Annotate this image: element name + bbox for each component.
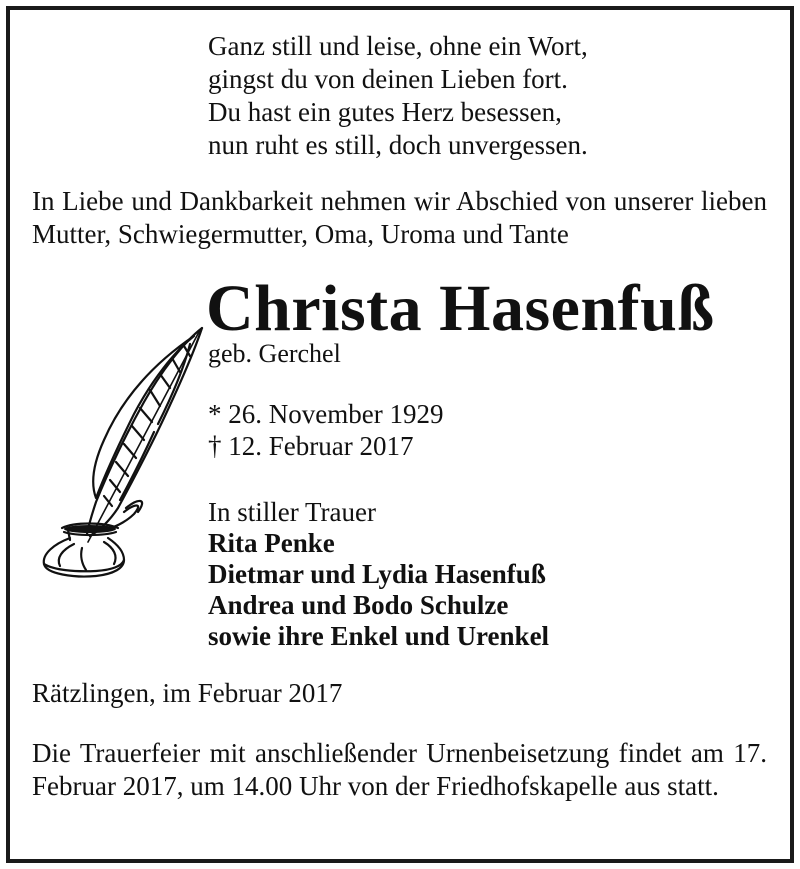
maiden-name: geb. Gerchel (208, 339, 341, 368)
mourner-name: Rita Penke (208, 528, 335, 558)
mourner-name: sowie ihre Enkel und Urenkel (208, 621, 550, 651)
poem-line: gingst du von deinen Lieben fort. (208, 64, 568, 94)
poem-line: Ganz still und leise, ohne ein Wort, (208, 31, 588, 61)
birth-date: * 26. November 1929 (208, 399, 444, 429)
mourner-name: Dietmar und Lydia Hasenfuß (208, 559, 546, 589)
funeral-notice: Die Trauerfeier mit anschließender Urnenbeisetzung findet am 17. Februar 2017, um 14.00 Uhr von der Friedhofskapelle aus statt. (32, 738, 767, 801)
farewell-intro: In Liebe und Dankbarkeit nehmen wir Abschied von unserer lieben Mutter, Schwiegermutter, Oma, Uroma und Tante (32, 186, 767, 249)
death-date: † 12. Februar 2017 (208, 431, 414, 461)
mourner-name: Andrea und Bodo Schulze (208, 590, 509, 620)
place-and-date: Rätzlingen, im Februar 2017 (32, 678, 343, 708)
mourners-heading: In stiller Trauer (208, 497, 376, 527)
quill-inkwell-icon (34, 322, 209, 587)
poem-line: Du hast ein gutes Herz besessen, (208, 97, 562, 127)
life-dates (208, 398, 443, 462)
deceased-name: Christa Hasenfuß (206, 272, 715, 345)
poem-line: nun ruht es still, doch unvergessen. (208, 130, 588, 160)
mourners-block (208, 497, 549, 652)
memorial-poem (208, 30, 588, 162)
